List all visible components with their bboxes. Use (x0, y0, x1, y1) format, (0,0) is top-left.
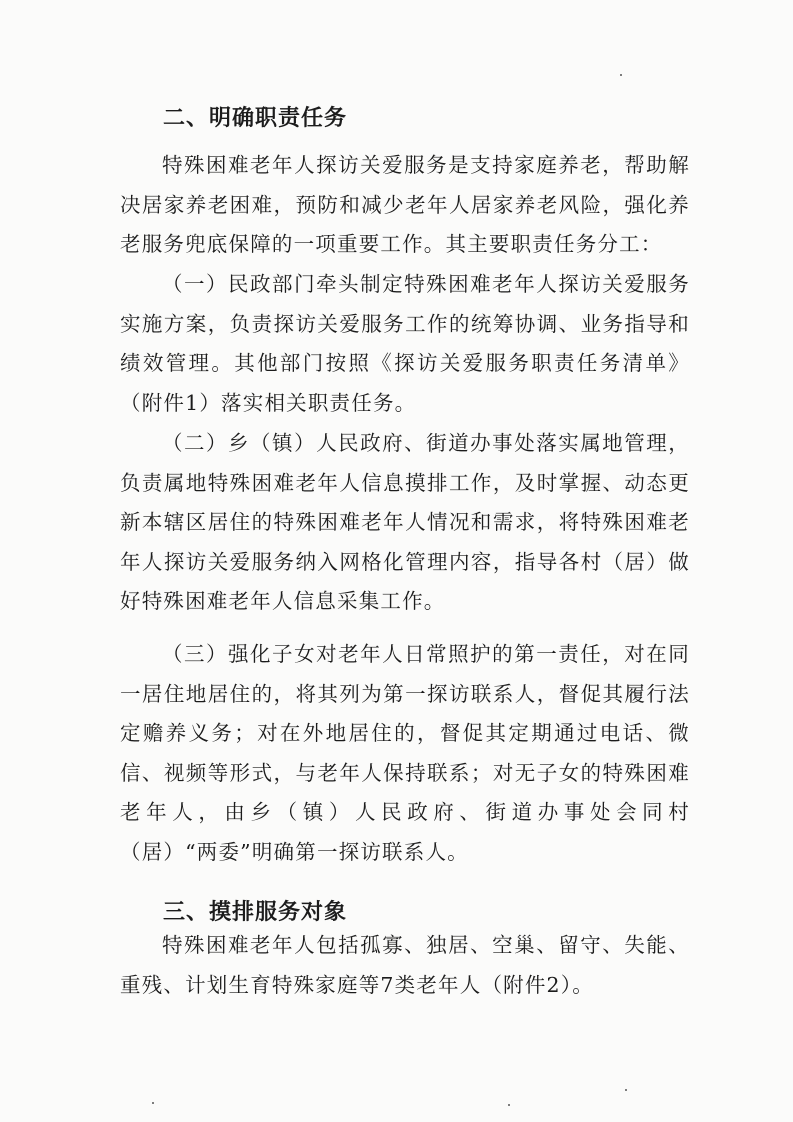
item-3-paragraph: （三）强化子女对老年人日常照护的第一责任，对在同一居住地居住的，将其列为第一探访联系人，督促其履行法定赡养义务；对在外地居住的，督促其定期通过电话、微信、视频等形式，与老年人保持联系；对无子女的特殊困难老年人，由乡（镇）人民政府、街道办事处会同村（居）“两委”明确第一探访联系人。 (120, 642, 690, 864)
section-2-heading: 二、明确职责任务 (163, 106, 348, 131)
scan-speck (620, 74, 622, 76)
scan-speck (152, 1102, 154, 1104)
item-1-paragraph: （一）民政部门牵头制定特殊困难老年人探访关爱服务实施方案，负责探访关爱服务工作的统筹协调、业务指导和绩效管理。其他部门按照《探访关爱服务职责任务清单》（附件1）落实相关职责任务。 (120, 272, 690, 415)
scan-speck (625, 1089, 627, 1091)
scan-speck (508, 1104, 510, 1106)
section-2-intro-paragraph: 特殊困难老年人探访关爱服务是支持家庭养老，帮助解决居家养老困难，预防和减少老年人居家养老风险，强化养老服务兜底保障的一项重要工作。其主要职责任务分工： (120, 153, 690, 256)
item-2-paragraph: （二）乡（镇）人民政府、街道办事处落实属地管理，负责属地特殊困难老年人信息摸排工作，及时掌握、动态更新本辖区居住的特殊困难老年人情况和需求，将特殊困难老年人探访关爱服务纳入网格化管理内容，指导各村（居）做好特殊困难老年人信息采集工作。 (120, 431, 690, 613)
section-3-intro-paragraph: 特殊困难老年人包括孤寡、独居、空巢、留守、失能、重残、计划生育特殊家庭等7类老年人（附件2）。 (120, 933, 690, 997)
section-3-heading: 三、摸排服务对象 (163, 900, 348, 925)
